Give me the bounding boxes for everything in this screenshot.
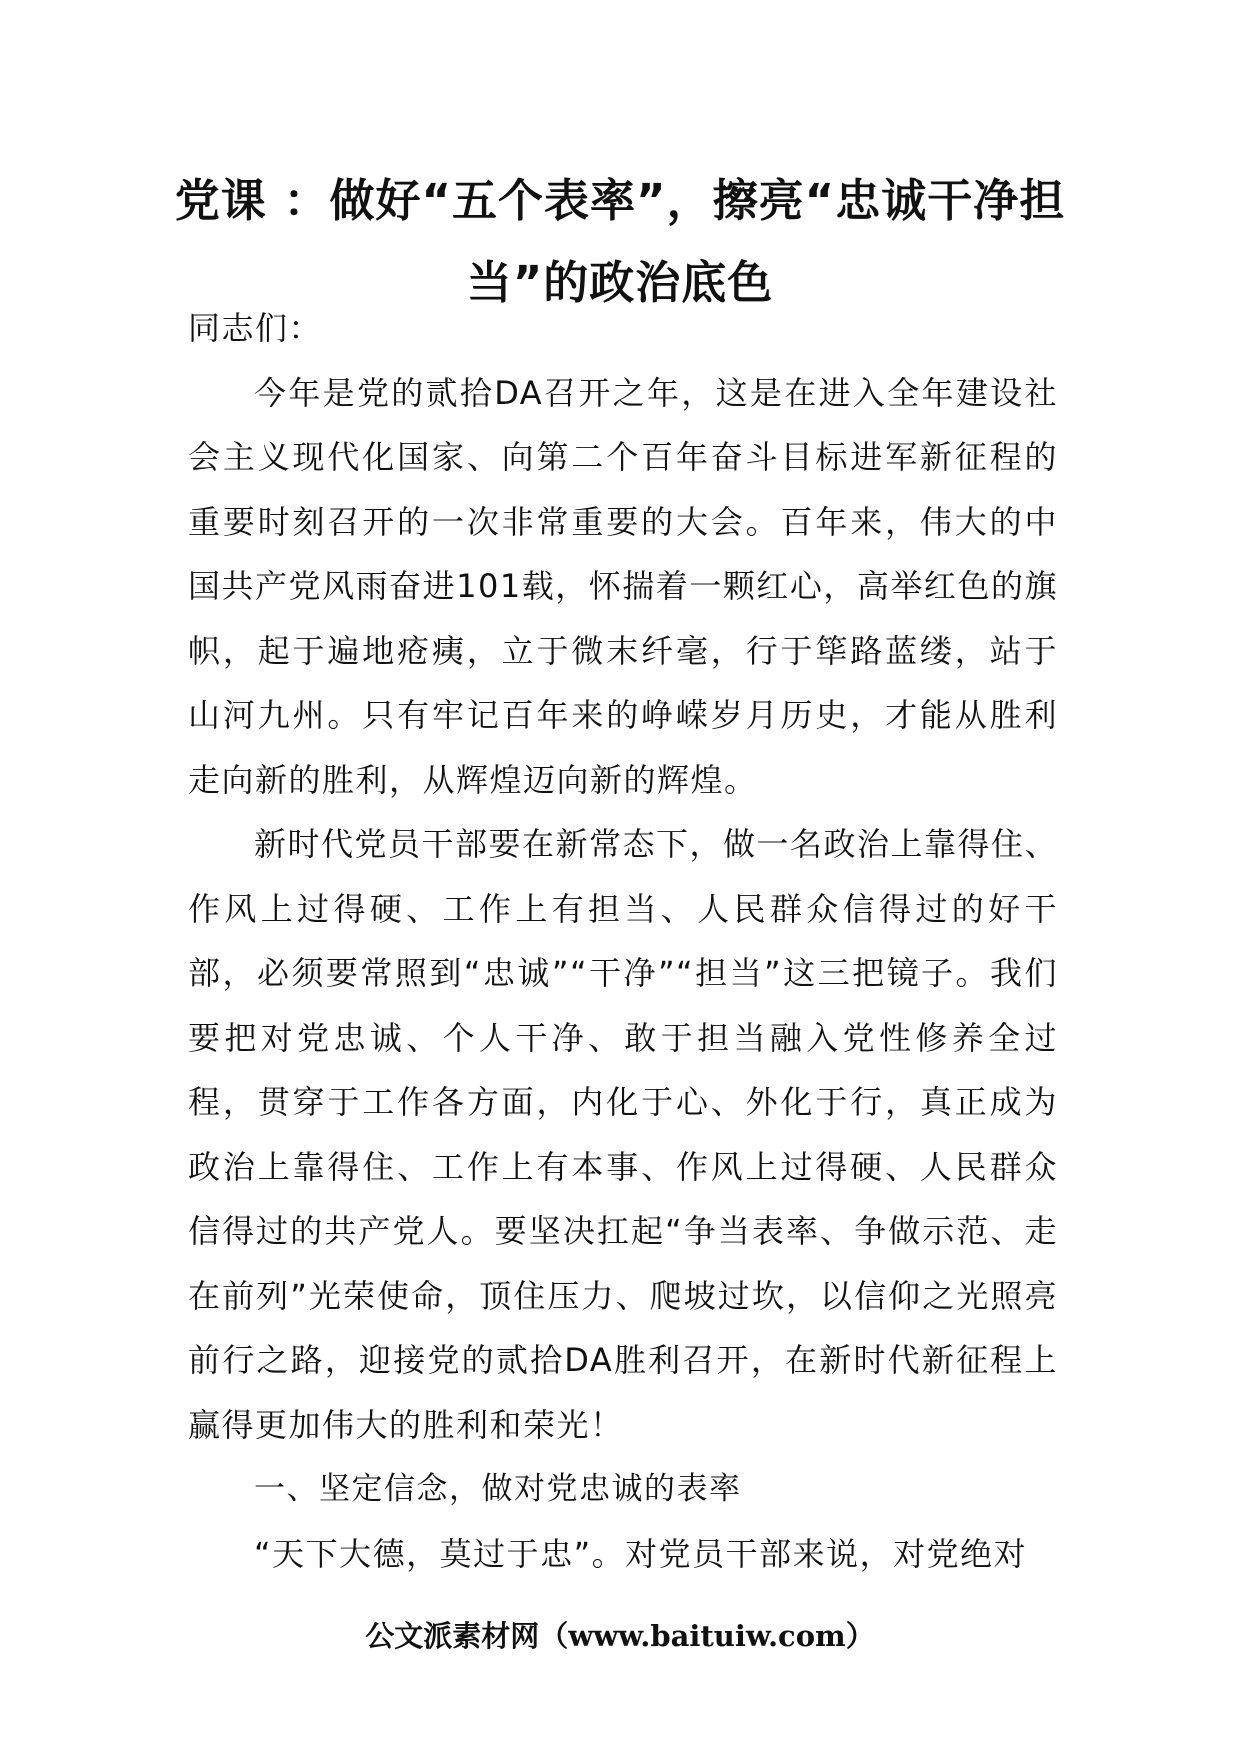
salutation: 同志们：	[188, 309, 323, 347]
document-body	[188, 296, 1058, 1586]
footer-watermark: 公文派素材网（www.baituiw.com）	[365, 1619, 875, 1653]
paragraph-1: 今年是党的贰拾DA召开之年，这是在进入全年建设社会主义现代化国家、向第二个百年奋斗目标进军新征程的重要时刻召开的一次非常重要的大会。百年来，伟大的中国共产党风雨奋进101载，怀揣着一颗红心，高举红色的旗帜，起于遍地疮痍，立于微末纤毫，行于筚路蓝缕，站于山河九州。只有牢记百年来的峥嵘岁月历史，才能从胜利走向新的胜利，从辉煌迈向新的辉煌。	[188, 373, 1058, 799]
paragraph-2: 新时代党员干部要在新常态下，做一名政治上靠得住、作风上过得硬、工作上有担当、人民群众信得过的好干部，必须要常照到“忠诚”“干净”“担当”这三把镜子。我们要把对党忠诚、个人干净、敢于担当融入党性修养全过程，贯穿于工作各方面，内化于心、外化于行，真正成为政治上靠得住、工作上有本事、作风上过得硬、人民群众信得过的共产党人。要坚决扛起“争当表率、争做示范、走在前列”光荣使命，顶住压力、爬坡过坎，以信仰之光照亮前行之路，迎接党的贰拾DA胜利召开，在新时代新征程上赢得更加伟大的胜利和荣光！	[188, 825, 1059, 1444]
document-title: 党课 ：做好“五个表率”，擦亮“忠诚干净担当”的政治底色	[174, 174, 1066, 309]
paragraph-3: “天下大德，莫过于忠”。对党员干部来说，对党绝对	[254, 1534, 1028, 1573]
section-heading: 一、坚定信念，做对党忠诚的表率	[254, 1471, 742, 1507]
